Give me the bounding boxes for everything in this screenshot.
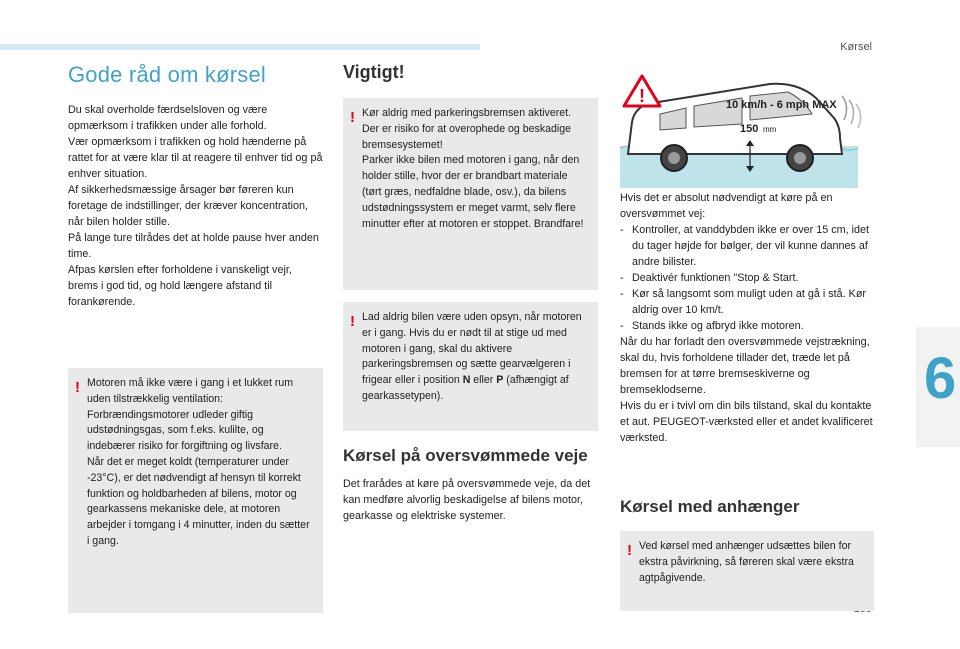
warning-triangle-icon — [624, 76, 660, 106]
list-item: - Kontroller, at vanddybden ikke er over 15 cm, idet du tager højde for bølger, der vil kunne dannes af andre bilister. — [620, 222, 874, 270]
advice-paragraph: Afpas kørslen efter forholdene i vanskeligt vejr, brems i god tid, og hold længere afstand til forankørende. — [68, 264, 292, 308]
warning-text: Kør aldrig med parkeringsbremsen aktiveret. Der er risiko for at overophede og beskadige bremsesystemet! — [362, 107, 572, 151]
warning-text: Lad aldrig bilen være uden opsyn, når motoren er i gang. Hvis du er nødt til at stige ud med motoren i gang, skal du aktivere parkeringsbremsen og sætte gearvælgeren i frigear eller i position N eller P (afhængigt af gearkassetypen). — [362, 311, 582, 402]
warning-text: Når det er meget koldt (temperaturer under -23°C), er det nødvendigt af hensyn til korrekt funktion og holdbarheden af bilens, motor og gearkassens mekaniske dele, at motoren arbejder i tomgang i 4 minutter, inden du sætter i gang. — [87, 455, 310, 547]
car-in-water-illustration — [620, 70, 880, 192]
warning-box-parking — [343, 98, 598, 290]
flood-diagram — [620, 70, 880, 192]
warning-exclamation-icon: ! — [350, 313, 355, 330]
flood-steps-list — [620, 222, 874, 334]
column-flood-procedure — [620, 190, 874, 611]
gear-n: N — [462, 374, 471, 387]
list-item: - Deaktivér funktionen "Stop & Start. — [620, 270, 874, 286]
section-title: Gode råd om kørsel — [68, 62, 267, 87]
warning-box-trailer — [620, 531, 874, 611]
warning-text: Ved kørsel med anhænger udsættes bilen for ekstra påvirkning, så føreren skal være ekstra agtpågivende. — [639, 540, 854, 584]
advice-paragraph: Vær opmærksom i trafikken og hold hænderne på rattet for at være klar til at reagere til enhver tid og på enhver situation. — [68, 136, 323, 180]
warning-symbol: ! — [639, 86, 645, 106]
header-bar — [0, 44, 480, 50]
flood-title: Kørsel på oversvømmede veje — [343, 446, 588, 465]
after-flood-text: Hvis du er i tvivl om din bils tilstand, skal du kontakte et aut. PEUGEOT-værksted eller et andet kvalificeret værksted. — [620, 400, 873, 444]
warning-text: Parker ikke bilen med motoren i gang, når den holder stille, hvor der er brandbart materiale (tørt græs, nedfaldne blade, osv.), da bilens udstødningssystem er meget varmt, selv flere minutter efter at motoren er stoppet. Brandfare! — [362, 154, 584, 230]
depth-value: 150 — [740, 123, 759, 135]
after-flood-text: Når du har forladt den oversvømmede vejstrækning, skal du, hvis forholdene tillader det, træde let på bremsen for at tørre bremseskiverne og bremseklodserne. — [620, 336, 870, 396]
warning-exclamation-icon: ! — [350, 109, 355, 126]
flood-intro: Hvis det er absolut nødvendigt at køre på en oversvømmet vej: — [620, 192, 833, 220]
section-title: Vigtigt! — [343, 62, 405, 82]
warning-box-engine — [68, 368, 323, 613]
advice-paragraph: På lange ture tilrådes det at holde pause hver anden time. — [68, 232, 319, 260]
advice-paragraph: Af sikkerhedsmæssige årsager bør føreren kun foretage de indstillinger, der kræver koncentration, når bilen holder stille. — [68, 184, 309, 228]
list-item: - Stands ikke og afbryd ikke motoren. — [620, 318, 874, 334]
warning-exclamation-icon: ! — [627, 542, 632, 559]
warning-text: Motoren må ikke være i gang i et lukket rum uden tilstrækkelig ventilation: Forbrændingsmotorer udleder giftig udstødningsgas, som f.eks. kulilte, og indebærer risiko for forgiftning og livsfare. — [87, 377, 294, 453]
depth-unit: mm — [763, 125, 777, 134]
chapter-number: 6 — [924, 346, 957, 411]
advice-paragraph: Du skal overholde færdselsloven og være opmærksom i trafikken under alle forhold. — [68, 104, 268, 132]
warning-exclamation-icon: ! — [75, 379, 80, 396]
warning-box-unattended — [343, 302, 598, 431]
trailer-title: Kørsel med anhænger — [620, 497, 800, 516]
column-important — [343, 62, 598, 524]
section-label: Kørsel — [840, 41, 872, 53]
flood-text: Det frarådes at køre på oversvømmede veje, da det kan medføre alvorlig beskadigelse af bilens motor, gearkasse og elektriske systemer. — [343, 478, 591, 522]
chapter-tab — [916, 327, 960, 447]
speed-label: 10 km/h - 6 mph MAX — [726, 99, 837, 111]
gear-p: P — [496, 374, 504, 387]
column-driving-advice — [68, 62, 323, 613]
list-item: - Kør så langsomt som muligt uden at gå i stå. Kør aldrig over 10 km/t. — [620, 286, 874, 318]
